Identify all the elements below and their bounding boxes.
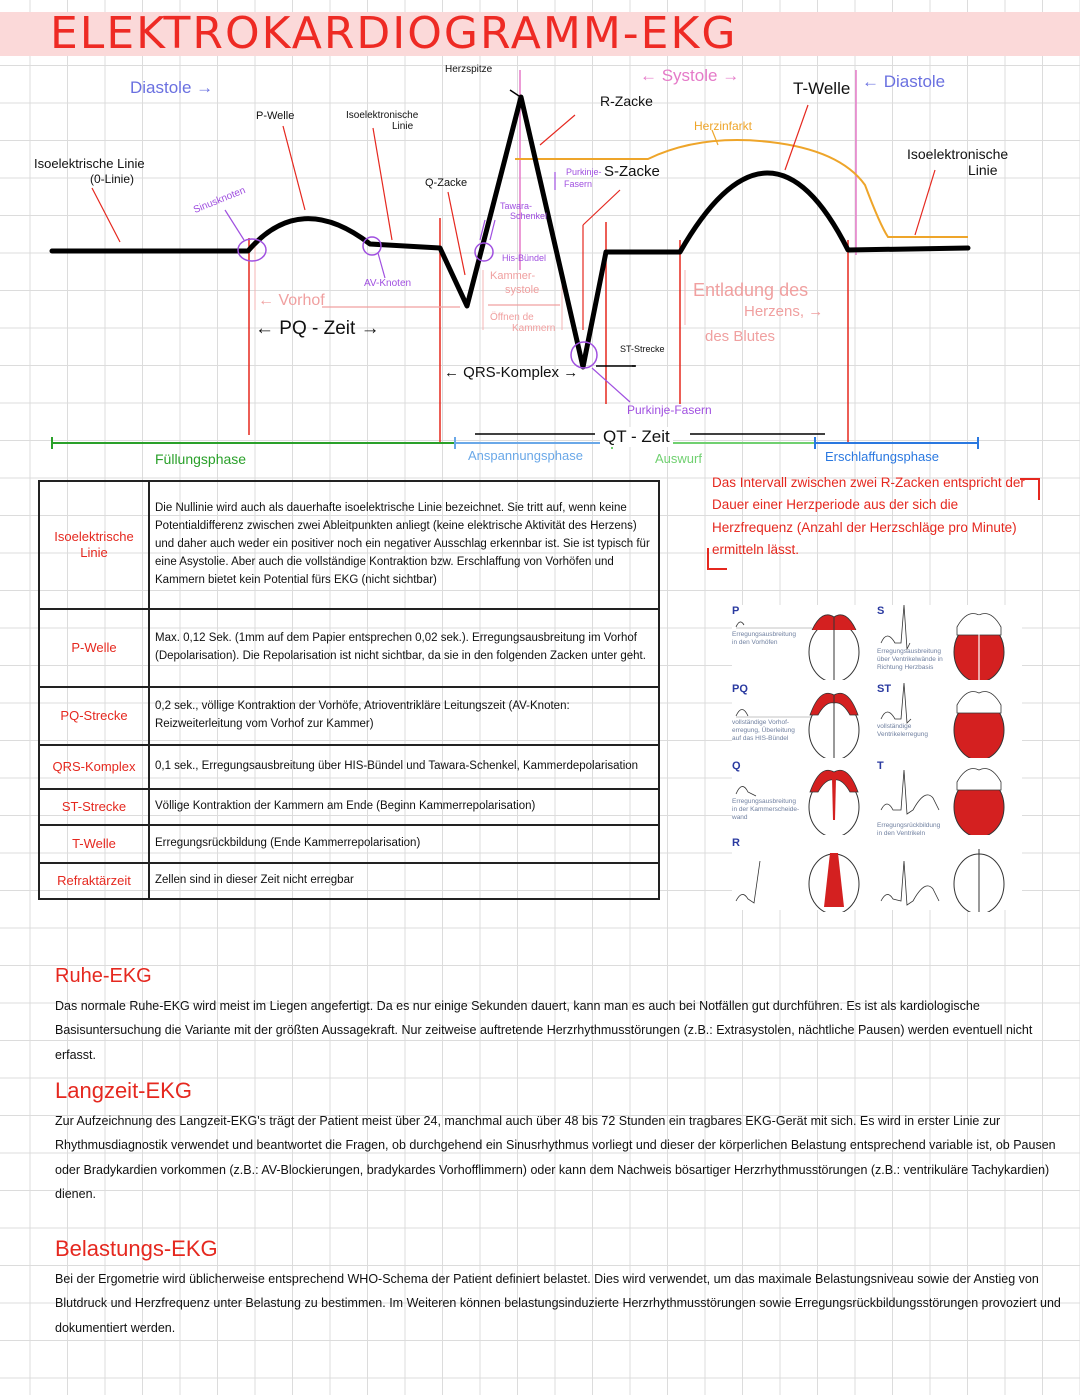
heart-diagram-icon	[877, 837, 1022, 912]
isoelektronische-linie-label-1b: Linie	[392, 121, 414, 132]
page-title: ELEKTROKARDIOGRAMM-EKG	[50, 8, 738, 59]
heart-diagram-icon	[732, 837, 877, 912]
description-cell: Die Nullinie wird auch als dauerhafte isoelektrische Linie bezeichnet. Sie tritt auf, wenn keine Potentialdifferenz zwischen zwei Ableitpunkten anliegt (keine elektrische Aktivität des Herzens) und daher auch weder ein positiver noch ein negativer Ausschlag erkennbar ist. Sie ist typisch für eine Asystolie. Aber auch die vollständige Kontraktion bzw. Erschlaffung von Vorhöfen und Kammern bietet kein Potential fürs EKG (nicht sichtbar)	[149, 481, 659, 609]
term-cell: Isoelektrische Linie	[39, 481, 149, 609]
panel-desc: Erregungsausbreitung in den Vorhöfen	[732, 631, 796, 646]
kammersystole-label: Kammer-	[490, 270, 536, 282]
panel-label: T	[877, 760, 884, 772]
tawara-schenkel-label: Tawara-	[500, 201, 533, 211]
oeffnen-kammern-label-b: Kammern	[512, 323, 556, 334]
table-row	[39, 789, 659, 825]
diastole-label-left: Diastole →	[130, 78, 214, 97]
table-row	[39, 481, 659, 609]
r-zacke-label: R-Zacke	[600, 93, 653, 109]
section-title-langzeit-ekg: Langzeit-EKG	[55, 1078, 192, 1103]
his-buendel-label: His-Bündel	[502, 253, 547, 263]
phase-erschlaffungsphase: Erschlaffungsphase	[825, 449, 939, 464]
entladung-label-c: des Blutes	[705, 328, 776, 345]
section-body-belastungs-ekg: Bei der Ergometrie wird üblicherweise entsprechend WHO-Schema der Patient definiert belastet. Dies wird verwendet, um das maximale Belastungsniveau sowie der Anstieg von Blutdruck und Herzfrequenz unter Belastung zu bestimmen. Im Weiteren können belastungsinduzierte Herzrhythmusstörungen sowie Erregungsrückbildungsstörungen provoziert und dokumentiert werden.	[55, 1272, 1061, 1335]
table-row	[39, 825, 659, 863]
heart-panel-st	[877, 683, 1022, 758]
term-cell: QRS-Komplex	[39, 745, 149, 789]
panel-desc: Erregungsrückbildung in den Ventrikeln	[877, 822, 941, 837]
qt-zeit-label: QT - Zeit	[600, 427, 673, 447]
purkinje-fasern-bottom-label: Purkinje-Fasern	[627, 403, 712, 417]
heart-diagram-icon	[732, 760, 877, 835]
heart-diagram-icon	[877, 683, 1022, 758]
term-cell: ST-Strecke	[39, 789, 149, 825]
description-cell: 0,1 sek., Erregungsausbreitung über HIS-Bündel und Tawara-Schenkel, Kammerdepolarisation	[149, 745, 659, 789]
section-title-ruhe-ekg: Ruhe-EKG	[55, 965, 152, 987]
panel-label: R	[732, 837, 740, 849]
phase-anspannungsphase: Anspannungsphase	[468, 448, 583, 463]
term-cell: T-Welle	[39, 825, 149, 863]
description-cell: Zellen sind in dieser Zeit nicht erregbar	[149, 863, 659, 899]
ecg-terms-table	[38, 480, 660, 900]
diastole-label-right: ← Diastole	[862, 72, 946, 91]
null-linie-label: (0-Linie)	[90, 172, 135, 186]
qrs-komplex-label: ← QRS-Komplex →	[444, 364, 579, 381]
herzspitze-label: Herzspitze	[445, 64, 493, 75]
panel-desc: Erregungsausbreitung über Ventrikelwände in Richtung Herzbasis	[877, 648, 943, 671]
panel-label: ST	[877, 683, 892, 695]
section-body-ruhe-ekg: Das normale Ruhe-EKG wird meist im Liegen angefertigt. Da es nur einige Sekunden dauert, kann man es auch bei Notfällen gut durchführen. Es ist als kardiologische Basisuntersuchung die Variante mit der größten Aussagekraft. Nur zeitweise auftretende Herzrhythmusstörungen (z.B.: Extrasystolen, nächtliche Pausen) werden eventuell nicht erfasst.	[55, 999, 1033, 1062]
heart-panel-s	[877, 605, 1022, 680]
table-row	[39, 609, 659, 687]
isoelektronische-linie-label-1: Isoelektronische	[346, 110, 419, 121]
r-interval-note: Das Intervall zwischen zwei R-Zacken entspricht der Dauer einer Herzperiode aus der sich die Herzfrequenz (Anzahl der Herzschläge pro Minute) ermitteln lässt.	[712, 475, 1025, 557]
entladung-label-b: Herzens, →	[744, 303, 824, 320]
isoelektronische-linie-label-2: Isoelektronische	[907, 146, 1009, 162]
heart-panel-q	[732, 760, 877, 835]
kammersystole-label-b: systole	[505, 284, 540, 296]
table-row	[39, 745, 659, 789]
heart-panel-r	[732, 837, 877, 912]
av-knoten-label: AV-Knoten	[364, 278, 412, 289]
description-cell: 0,2 sek., völlige Kontraktion der Vorhöfe, Atrioventrikläre Leitungszeit (AV-Knoten: Reizweiterleitung vom Vorhof zur Kammer)	[149, 687, 659, 745]
heart-panel-t	[877, 760, 1022, 835]
heart-diagram-icon	[877, 605, 1022, 680]
term-cell: Refraktärzeit	[39, 863, 149, 899]
t-welle-label: T-Welle	[793, 79, 851, 98]
heart-diagram-icon	[877, 760, 1022, 835]
tawara-schenkel-label-b: Schenkel	[510, 211, 548, 221]
description-cell: Erregungsrückbildung (Ende Kammerrepolarisation)	[149, 825, 659, 863]
phase-fuellungsphase: Füllungsphase	[155, 451, 247, 467]
q-zacke-label: Q-Zacke	[425, 177, 468, 189]
table-row	[39, 863, 659, 899]
sinusknoten-label: Sinusknoten	[191, 185, 248, 216]
heart-panel-p	[732, 605, 877, 680]
heart-diagram-icon	[732, 605, 877, 680]
description-cell: Max. 0,12 Sek. (1mm auf dem Papier entsprechen 0,02 sek.). Erregungsausbreitung im Vorhof (Depolarisation). Die Repolarisation ist nicht sichtbar, da sie in den folgenden Zacken unter geht.	[149, 609, 659, 687]
st-strecke-label: ST-Strecke	[620, 344, 665, 354]
purkinje-fasern-top-label-b: Fasern	[564, 179, 593, 189]
pq-zeit-label: ← PQ - Zeit →	[255, 318, 380, 339]
oeffnen-kammern-label: Öffnen de	[490, 312, 534, 323]
table-row	[39, 687, 659, 745]
systole-label: ← Systole →	[640, 66, 740, 85]
section-body-langzeit-ekg: Zur Aufzeichnung des Langzeit-EKG's trägt der Patient meist über 24, manchmal auch über 48 bis 72 Stunden ein tragbares EKG-Gerät mit sich. Es wird in erster Linie zur Rhythmusdiagnostik verwendet und beantwortet die Fragen, ob durchgehend ein Sinusrhythmus vorliegt und dieser der körperlichen Belastung entsprechend variable ist, ob Pausen oder Bradykardien vorkommen (z.B.: AV-Blockierungen, bradykardes Vorhofflimmern) oder kann dem Nachweis bösartiger Herzrhythmusstörungen (z.B.: ventrikuläre Tachykardien) dienen.	[55, 1114, 1056, 1202]
isoelektrische-linie-label: Isoelektrische Linie	[34, 156, 145, 171]
panel-label: P	[732, 605, 740, 617]
isoelektronische-linie-label-2b: Linie	[968, 162, 998, 178]
heart-excitation-figure	[732, 605, 1022, 910]
section-title-belastungs-ekg: Belastungs-EKG	[55, 1236, 218, 1261]
panel-label: PQ	[732, 683, 748, 695]
term-cell: P-Welle	[39, 609, 149, 687]
panel-desc: Erregungsausbreitung in der Kammerscheide-wand	[732, 798, 800, 821]
description-cell: Völlige Kontraktion der Kammern am Ende (Beginn Kammerrepolarisation)	[149, 789, 659, 825]
phase-auswurf: Auswurf	[655, 451, 702, 466]
term-cell: PQ-Strecke	[39, 687, 149, 745]
p-welle-label: P-Welle	[256, 110, 295, 122]
panel-label: Q	[732, 760, 741, 772]
vorhof-label: ← Vorhof	[258, 292, 325, 309]
purkinje-fasern-top-label: Purkinje-	[566, 167, 602, 177]
herzinfarkt-label: Herzinfarkt	[694, 119, 753, 133]
entladung-label: Entladung des	[693, 280, 809, 300]
panel-desc: vollständige Vorhof-erregung, Überleitung auf das HIS-Bündel	[732, 719, 795, 742]
panel-desc: vollständige Ventrikelerregung	[877, 723, 928, 738]
heart-panel-blank	[877, 837, 1022, 912]
heart-diagram-icon	[732, 683, 877, 758]
s-zacke-label: S-Zacke	[604, 163, 660, 180]
heart-panel-pq	[732, 683, 877, 758]
panel-label: S	[877, 605, 885, 617]
